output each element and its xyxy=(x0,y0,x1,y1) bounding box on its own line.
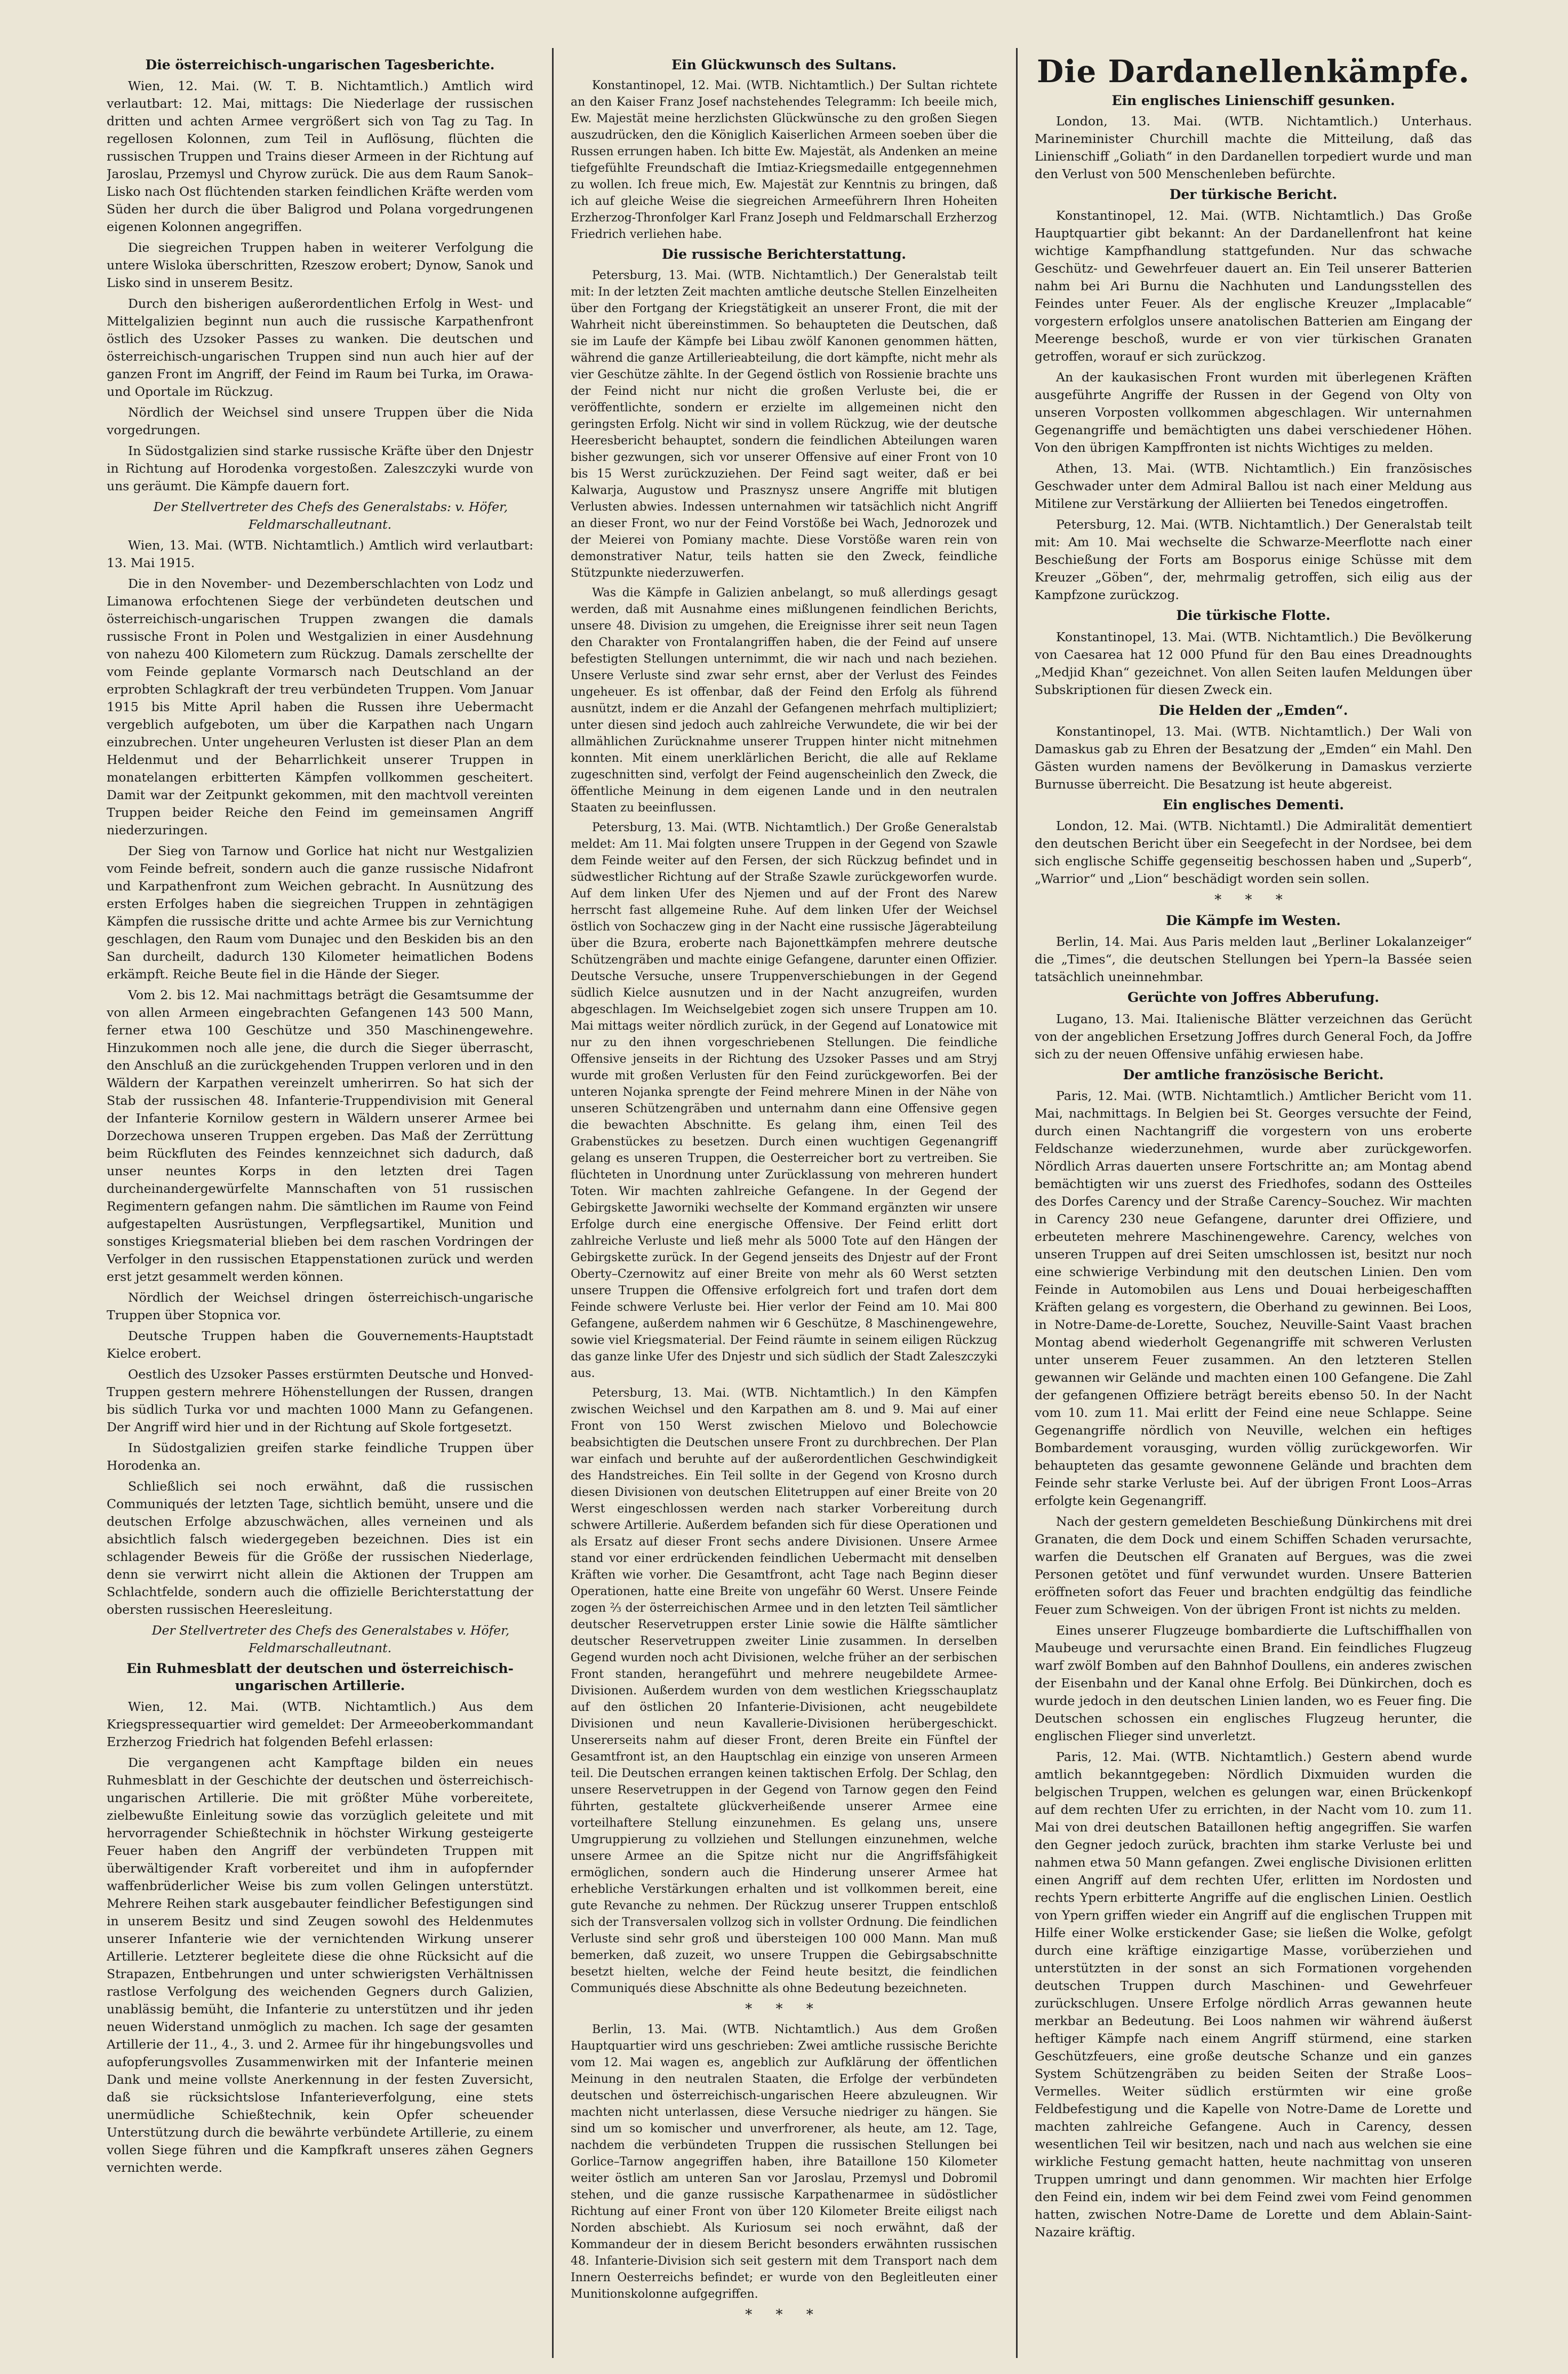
article-paragraph: Der Sieg von Tarnow und Gorlice hat nicht nur Westgalizien vom Feinde befreit, sondern auch die ganze russische Nidafront und Karpathenfront zum Weichen gebracht. In Ausnützung des ersten Erfolges haben die siegreichen Truppen in zehntägigen Kämpfen die russische dritte und achte Armee bis zur Vernichtung geschlagen, den Raum vom Dunajec und den Beskiden bis an den San durcheilt, dadurch 130 Kilometer heimatlichen Bodens erkämpft. Reiche Beute fiel in die Hände der Sieger. xyxy=(107,843,533,982)
article-paragraph: Die vergangenen acht Kampftage bilden ein neues Ruhmesblatt in der Geschichte der deutschen und österreichisch-ungarischen Artillerie. Die mit größter Mühe vorbereitete, zielbewußte Einleitung sowie das vorzüglich geleitete und mit hervorragender Schießtechnik in höchster Wirkung gesteigerte Feuer haben den Angriff der verbündeten Truppen mit überwältigender Kraft vorbereitet und ihm in aufopfernder waffenbrüderlicher Weise bis zum vollen Gelingen unterstützt. Mehrere Reihen stark ausgebauter feindlicher Befestigungen sind in unserem Besitz und sind Zeugen sowohl des Heldenmutes unserer Infanterie wie der vernichtenden Wirkung unserer Artillerie. Letzterer begleitete diese die ohne Rücksicht auf die Strapazen, Entbehrungen und unter schwierigsten Verhältnissen rastlose Verfolgung des weichenden Gegners durch Galizien, unablässig bemüht, die Infanterie zu unterstützen und ihr jeden neuen Widerstand unmöglich zu machen. Ich sage der gesamten Artillerie der 11., 4., 3. und 2. Armee für ihr hingebungsvolles und aufopferungsvolles Zusammenwirken mit der Infanterie meinen Dank und meine vollste Anerkennung in der festen Zuversicht, daß sie rücksichtslose Infanterieverfolgung, eine stets unermüdliche Schießtechnik, kein Opfer scheuender Unterstützung durch die bewährte verbündete Artillerie, zu einem vollen Siege führen und die Kampfkraft unseres zähen Gegners vernichten werde. xyxy=(107,1755,533,2175)
article-paragraph: Schließlich sei noch erwähnt, daß die russischen Communiqués der letzten Tage, sichtlich bemüht, unsere und die deutschen Erfolge abzuschwächen, alles verneinen und als absichtlich falsch wiedergegeben bezeichnen. Dies ist ein schlagender Beweis für die Größe der russischen Niederlage, denn sie verwirrt nicht allein die Aktionen der Truppen am Schlachtfelde, sondern auch die offizielle Berichterstattung der obersten russischen Heeresleitung. xyxy=(107,1479,533,1618)
article-heading: Ein Glückwunsch des Sultans. xyxy=(671,57,897,73)
article-paragraph: Was die Kämpfe in Galizien anbelangt, so muß allerdings gesagt werden, daß mit Ausnahme eines mißlungenen feindlichen Berichts, unsere 48. Division zu umgehen, die Ereignisse ihrer seit neun Tagen den Charakter von Frontalangriffen haben, die der Feind auf unsere befestigten Stellungen unternimmt, die wir nach und nach beziehen. Unsere Verluste sind zwar sehr ernst, aber der Verlust des Feindes ungeheuer. Es ist offenbar, daß der Feind den Erfolg als führend ausnützt, indem er die Anzahl der Gefangenen mehrfach multipliziert; unter diesen sind jedoch auch zahlreiche Verwundete, die wir bei der allmählichen Zurücknahme unserer Truppen hinter nicht mitnehmen konnten. Mit einem unerklärlichen Bericht, die alle auf Reklame zugeschnitten sind, verfolgt der Feind augenscheinlich den Zweck, die öffentliche Meinung in dem eigenen Lande und in den neutralen Staaten zu beeinflussen. xyxy=(571,586,997,815)
article-paragraph: Wien, 12. Mai. (W. T. B. Nichtamtlich.) Amtlich wird verlautbart: 12. Mai, mittags: Die Niederlage der russischen dritten und achten Armee vergrößert sich von Tag zu Tag. In regellosen Kolonnen, zum Teil in Auflösung, flüchten die russischen Truppen und Trains dieser Armeen in der Richtung auf Jaroslau, Przemysl und Chyrow zurück. Die aus dem Raum Sanok–Lisko nach Ost flüchtenden starken feindlichen Kräfte werden vom Süden her durch die über Baligrod und Polana vorgedrungenen eigenen Kolonnen angegriffen. xyxy=(107,78,533,235)
separator-stars: * * * xyxy=(745,2001,823,2017)
subheading: Ein englisches Linienschiff gesunken. xyxy=(1111,93,1395,108)
article-paragraph: Nördlich der Weichsel sind unsere Truppen über die Nida vorgedrungen. xyxy=(107,405,533,438)
article-paragraph: Konstantinopel, 13. Mai. (WTB. Nichtamtlich.) Der Wali von Damaskus gab zu Ehren der Besatzung der „Emden“ ein Mahl. Den Gästen wurden namens der Bevölkerung in Damaskus verzierte Burnusse überreicht. Die Besatzung ist heute abgereist. xyxy=(1035,723,1472,792)
article-heading: Ein englisches Dementi. xyxy=(1162,796,1344,812)
article-paragraph: Nördlich der Weichsel dringen österreichisch-ungarische Truppen über Stopnica vor. xyxy=(107,1290,533,1323)
article-heading: Die türkische Flotte. xyxy=(1176,608,1331,624)
article-paragraph: Durch den bisherigen außerordentlichen Erfolg in West- und Mittelgalizien beginnt nun auch die russische Karpathenfront östlich des Uzsoker Passes zu wanken. Die deutschen und österreichisch-ungarischen Truppen sind nun auch hier auf der ganzen Front im Angriff, der Feind im Raum bei Turka, im Orawa- und Oportale im Rückzug. xyxy=(107,296,533,400)
article-heading: Die Kämpfe im Westen. xyxy=(1165,913,1341,928)
article-paragraph: Konstantinopel, 13. Mai. (WTB. Nichtamtlich.) Die Bevölkerung von Caesarea hat 12 000 Pfund für den Bau eines Dreadnoughts „Medjid Khan“ gezeichnet. Von allen Seiten laufen Meldungen über Subskriptionen für diesen Zweck ein. xyxy=(1035,629,1472,697)
article-paragraph: Lugano, 13. Mai. Italienische Blätter verzeichnen das Gerücht von der angeblichen Ersetzung Joffres durch General Foch, da Joffre sich zu der neuen Offensive unfähig erwiesen habe. xyxy=(1035,1011,1472,1062)
article-paragraph: Konstantinopel, 12. Mai. (WTB. Nichtamtlich.) Der Sultan richtete an den Kaiser Franz Josef nachstehendes Telegramm: Ich beeile mich, Ew. Majestät meine herzlichsten Glückwünsche zu den großen Siegen auszudrücken, den die Königlich Kaiserlichen Armeen soeben über die Russen errungen haben. Ich bitte Ew. Majestät, als Andenken an meine tiefgefühlte Freundschaft die Imtiaz-Kriegsmedaille entgegennehmen zu wollen. Ich freue mich, Ew. Majestät zur Kenntnis zu bringen, daß ich auf gleiche Weise die siegreichen Armeeführern Ihren Hoheiten Erzherzog-Thronfolger Karl Franz Joseph und Feldmarschall Erzherzog Friedrich verliehen habe. xyxy=(571,79,997,242)
signature-line: Der Stellvertreter des Chefs des Generalstabs: v. Höfer, Feldmarschalleutnant. xyxy=(153,499,508,532)
separator-stars: * * * xyxy=(745,2306,823,2323)
article-paragraph: Eines unserer Flugzeuge bombardierte die Luftschiffhallen von Maubeuge und verursachte einen Brand. Ein feindliches Flugzeug warf zwölf Bomben auf den Bahnhof Doullens, ein anderes zwischen der Eisenbahn und der Kanal ohne Erfolg. Bei Dünkirchen, doch es wurde jedoch in den deutschen Linien landen, wo es Feuer fing. Die Deutschen schossen ein englisches Flugzeug herunter, die englischen Flieger sind unverletzt. xyxy=(1035,1622,1472,1743)
article-heading: Die russische Berichterstattung. xyxy=(661,246,907,262)
article-paragraph: Petersburg, 12. Mai. (WTB. Nichtamtlich.) Der Generalstab teilt mit: Am 10. Mai wechselte die Schwarze-Meerflotte nach einer Beschießung der Forts am Bosporus einige Schüsse mit dem Kreuzer „Göben“, der, mehrmalig getroffen, sich eilig aus der Kampfzone zurückzog. xyxy=(1035,517,1472,603)
article-heading: Die österreichisch-ungarischen Tagesberichte. xyxy=(145,57,495,73)
article-paragraph: Wien, 12. Mai. (WTB. Nichtamtlich.) Aus dem Kriegspressequartier wird gemeldet: Der Armeeoberkommandant Erzherzog Friedrich hat folgenden Befehl erlassen: xyxy=(107,1699,533,1749)
article-paragraph: Nach der gestern gemeldeten Beschießung Dünkirchens mit drei Granaten, die dem Dock und einem Schiffen Schaden verursachte, warfen die Deutschen elf Granaten auf Bergues, was die zwei Personen getötet und fünf verwundet wurden. Unsere Batterien eröffneten sofort das Feuer und brachten endgültig das feindliche Feuer zum Schweigen. Von der übrigen Front ist nichts zu melden. xyxy=(1035,1513,1472,1617)
column-right xyxy=(1035,53,1472,2347)
separator-stars: * * * xyxy=(1214,892,1292,908)
article-heading: Der amtliche französische Bericht. xyxy=(1123,1066,1384,1082)
article-paragraph: Petersburg, 13. Mai. (WTB. Nichtamtlich.) Der Generalstab teilt mit: In der letzten Zeit machten amtliche deutsche Stellen Einzelheiten über den Fortgang der Kriegstätigkeit an unserer Front, die mit der Wahrheit nicht übereinstimmen. So behaupteten die Deutschen, daß sie im Laufe der Kämpfe bei Libau zwölf Kanonen genommen hätten, während die ganze Artillerieabteilung, die dort kämpfte, nicht mehr als vier Geschütze zählte. In der Gegend östlich von Rossienie brachte uns der Feind nicht nur nicht die großen Verluste bei, die er veröffentlichte, sondern er erzielte im allgemeinen nicht den geringsten Erfolg. Nicht wir sind in vollem Rückzug, wie der deutsche Heeresbericht behauptet, sondern die feindlichen Abteilungen waren bisher gezwungen, sich vor unserer Offensive auf einer Front von 10 bis 15 Werst zurückzuziehen. Der Feind sagt weiter, daß er bei Kalwarja, Augustow und Prasznysz unsere Angriffe mit blutigen Verlusten abwies. Indessen unternahmen wir tatsächlich nicht Angriff an dieser Front, wo nur der Feind Vorstöße bei Wach, Jednorozek und der Meierei von Pomiany machte. Diese Vorstöße waren rein von demonstrativer Natur, teils hatten sie den Zweck, feindliche Stützpunkte niederzuwerfen. xyxy=(571,268,997,580)
article-paragraph: Paris, 12. Mai. (WTB. Nichtamtlich.) Amtlicher Bericht vom 11. Mai, nachmittags. In Belgien bei St. Georges versuchte der Feind, durch einen Nachtangriff die vorgestern von uns eroberte Feldschanze wiederzunehmen, wurde aber zurückgeworfen. Nördlich Arras dauerten unsere Fortschritte an; am Montag abend bemächtigten wir uns zuerst des Friedhofes, sodann des Ostteiles des Dorfes Carency und der Straße Carency–Souchez. Wir machten in Carency 230 neue Gefangene, darunter drei Offiziere, und erbeuteten mehrere Maschinengewehre. Carency, welches von unseren Truppen auf drei Seiten umschlossen ist, besitzt nur noch eine schwierige Verbindung mit den deutschen Linien. Den vom Feinde in Automobilen aus Lens und Douai herbeigeschafften Kräften gelang es vorgestern, die Oberhand zu gewinnen. Bei Loos, in Notre-Dame-de-Lorette, Souchez, Neuville-Saint Vaast brachen Montag abend wiederholt Gegenangriffe mit schweren Verlusten unter unserem Feuer zusammen. An den letzteren Stellen gewannen wir Gelände und machten einen 100 Gefangene. Die Zahl der gefangenen Offiziere beträgt bereits ebenso 50. In der Nacht vom 10. zum 11. Mai erlitt der Feind eine neue Schlappe. Seine Gegenangriffe nördlich von Neuville, welchen ein heftiges Bombardement vorausging, wurden völlig zurückgeworfen. Wir behaupteten das gesamte gewonnene Gelände und brachten dem Feinde sehr starke Verluste bei. Auf der übrigen Front Loos–Arras erfolgte kein Gegenangriff. xyxy=(1035,1088,1472,1508)
article-paragraph: Berlin, 14. Mai. Aus Paris melden laut „Berliner Lokalanzeiger“ die „Times“, die deutschen Stellungen bei Ypern–la Bassée seien tatsächlich uneinnehmbar. xyxy=(1035,934,1472,985)
article-paragraph: Berlin, 13. Mai. (WTB. Nichtamtlich.) Aus dem Großen Hauptquartier wird uns geschrieben: Zwei amtliche russische Berichte vom 12. Mai wagen es, angeblich zur Aufklärung der öffentlichen Meinung in den neutralen Staaten, die Erfolge der verbündeten deutschen und österreichisch-ungarischen Heere abzuleugnen. Wir machten nicht unterlassen, diese Versuche niedriger zu hängen. Sie sind um so komischer und unverfrorener, als heute, am 12. Tage, nachdem die verbündeten Truppen die russischen Stellungen bei Gorlice–Tarnow angegriffen haben, ihre Bataillone 150 Kilometer weiter östlich am unteren San vor Jaroslau, Przemysl und Dobromil stehen, und die ganze russische Karpathenarmee in südöstlicher Richtung auf einer Front von über 120 Kilometer Breite eiligst nach Norden abschiebt. Als Kuriosum sei noch erwähnt, daß der Kommandeur der in diesem Bericht besonders erwähnten russischen 48. Infanterie-Division sich seit gestern mit dem Transport nach dem Innern Oesterreichs befindet; er wurde von den Begleitleuten einer Munitionskolonne aufgegriffen. xyxy=(571,2022,997,2301)
article-heading: Ein Ruhmesblatt der deutschen und österreichisch-ungarischen Artillerie. xyxy=(126,1661,514,1693)
article-heading: Die Helden der „Emden“. xyxy=(1158,702,1348,718)
article-heading: Gerüchte von Joffres Abberufung. xyxy=(1127,990,1380,1006)
article-paragraph: Paris, 12. Mai. (WTB. Nichtamtlich.) Gestern abend wurde amtlich bekanntgegeben: Nördlich Dixmuiden wurden die belgischen Truppen, welchen es gelungen war, einen Brückenkopf auf dem rechten Ufer zu errichten, in der Nacht vom 10. zum 11. Mai von drei deutschen Bataillonen heftig angegriffen. Sie warfen den Gegner jedoch zurück, brachten ihm starke Verluste bei und nahmen etwa 50 Mann gefangen. Zwei englische Divisionen erlitten einen Angriff auf dem rechten Ufer, erlitten im Nordosten und rechts Ypern erbitterte Angriffe auf die englischen Linien. Oestlich von Ypern griffen wieder ein Angriff auf die englischen Truppen mit Hilfe einer Wolke erstickender Gase; sie ließen die Wolke, gefolgt durch eine kräftige einzigartige Masse, vorüberziehen und unterstützten in der sonst an sich Formationen vorgehenden deutschen Truppen durch Maschinen- und Gewehrfeuer zurückschlugen. Unsere Erfolge nördlich Arras gewannen heute merkbar an Bedeutung. Bei Loos nahmen wir während äußerst heftiger Kämpfe nach einem Angriff stürmend, eine starken Geschützfeuers, eine große deutsche Schanze und ein ganzes System Schützengräben zu beiden Seiten der Straße Loos–Vermelles. Weiter südlich erstürmten wir eine große Feldbefestigung und die Kapelle von Notre-Dame de Lorette und machten zahlreiche Gefangene. Auch in Carency, dessen wesentlichen Teil wir besitzen, nach und nach aus welchen sie eine wirkliche Festung gemacht hatten, heute nachmittag von unseren Truppen umringt und dann genommen. Wir machten hier Erfolge den Feind ein, indem wir bei dem Feind zwei vom Feind genommen hatten, zwischen Notre-Dame de Lorette und dem Ablain-Saint-Nazaire kräftig. xyxy=(1035,1749,1472,2240)
article-paragraph: Deutsche Truppen haben die Gouvernements-Hauptstadt Kielce erobert. xyxy=(107,1328,533,1361)
column-divider xyxy=(552,48,554,2358)
article-paragraph: In Südostgalizien sind starke russische Kräfte über den Dnjestr in Richtung auf Horodenka vorgestoßen. Zaleszczyki wurde von uns geräumt. Die Kämpfe dauern fort. xyxy=(107,443,533,494)
column-divider xyxy=(1016,48,1018,2358)
article-paragraph: An der kaukasischen Front wurden mit überlegenen Kräften ausgeführte Angriffe der Russen in der Gegend von Olty von unseren Vorposten vollkommen abgeschlagen. Wir unternahmen Gegenangriffe und bemächtigten uns dabei verschiedener Höhen. Von den übrigen Kampffronten ist nichts Wichtiges zu melden. xyxy=(1035,370,1472,456)
article-paragraph: Petersburg, 13. Mai. (WTB. Nichtamtlich.) In den Kämpfen zwischen Weichsel und den Karpathen am 8. und 9. Mai auf einer Front von 150 Werst zwischen Mielovo und Bolechowcie beabsichtigten die Deutschen unsere Front zu durchbrechen. Der Plan war einfach und beruhte auf der außerordentlichen Geschwindigkeit des Handstreiches. Ein Teil sollte in der Gegend von Krosno durch diesen Divisionen von deutschen Elitetruppen auf einer Breite von 20 Werst eingeschlossen werden nach starker Vorbereitung durch schwere Artillerie. Außerdem befanden sich für diese Operationen und als Ersatz auf dieser Front sechs andere Divisionen. Unsere Armee stand vor einer erdrückenden feindlichen Uebermacht mit denselben Kräften wie vorher. Die Gesamtfront, acht Tage nach Beginn dieser Operationen, hatte eine Breite von ungefähr 60 Werst. Unsere Feinde zogen ⅔ der österreichischen Armee und in den letzten Teil sämtlicher deutscher Reservetruppen erster Linie sowie die Hälfte sämtlicher deutscher Reservetruppen zweiter Linie zusammen. In derselben Gegend wurden noch acht Divisionen, welche früher an der serbischen Front standen, herangeführt und mehrere neugebildete Armee-Divisionen. Außerdem wurden von dem westlichen Kriegsschauplatz auf den östlichen 20 Infanterie-Divisionen, acht neugebildete Divisionen und neun Kavallerie-Divisionen herübergeschickt. Unsererseits nahm auf dieser Front, deren Breite ein Fünftel der Gesamtfront ist, an den Hauptschlag ein einzige von unseren Armeen teil. Die Deutschen errangen keinen taktischen Erfolg. Der Schlag, den unsere Reservetruppen in der Gegend von Tarnow gegen den Feind führten, gestaltete glückverheißende unserer Armee eine vorteilhaftere Stellung einzunehmen. Es gelang uns, unsere Umgruppierung zu vollziehen und Stellungen einzunehmen, welche unsere Armee an die Spitze nicht nur die Angriffsfähigkeit ermöglichen, sondern auch die Hinderung unserer Armee hat erhebliche Verstärkungen erhalten und ist vollkommen bereit, eine gute Revanche zu nehmen. Der Rückzug unserer Truppen entschloß sich der Transversalen vollzog sich in vollster Ordnung. Die feindlichen Verluste sind sehr groß und übersteigen 100 000 Mann. Man muß bemerken, daß zuzeit, wo unsere Truppen die Gebirgsabschnitte besetzt hielten, welche der Feind heute besitzt, die feindlichen Communiqués diese Abschnitte als ohne Bedeutung bezeichneten. xyxy=(571,1386,997,1995)
article-paragraph: London, 12. Mai. (WTB. Nichtamtl.) Die Admiralität dementiert den deutschen Bericht über ein Seegefecht in der Nordsee, bei dem sich englische Schiffe gegenseitig beschossen haben und „Superb“, „Warrior“ und „Lion“ beschädigt worden sein sollen. xyxy=(1035,818,1472,886)
article-paragraph: In Südostgalizien greifen starke feindliche Truppen über Horodenka an. xyxy=(107,1440,533,1473)
article-paragraph: London, 13. Mai. (WTB. Nichtamtlich.) Unterhaus. Marineminister Churchill machte die Mitteilung, daß das Linienschiff „Goliath“ in den Dardanellen torpediert wurde und man den Verlust von 500 Menschenleben befürchte. xyxy=(1035,114,1472,181)
article-paragraph: Die siegreichen Truppen haben in weiterer Verfolgung die untere Wisloka überschritten, Rzeszow erobert; Dynow, Sanok und Lisko sind in unserem Besitz. xyxy=(107,240,533,291)
article-paragraph: Die in den November- und Dezemberschlachten von Lodz und Limanowa erfochtenen Siege der verbündeten deutschen und österreichisch-ungarischen Truppen zwangen die damals russische Front in Polen und Westgalizien in einer Ausdehnung von nahezu 400 Kilometern zum Rückzug. Damals zerschellte der vom Feinde geplante Vormarsch nach Deutschland an der erprobten Schlagkraft der treu verbündeten Truppen. Vom Januar 1915 bis Mitte April haben die Russen ihre Uebermacht vergeblich aufgeboten, um über die Karpathen nach Ungarn einzubrechen. Unter ungeheuren Verlusten ist dieser Plan an dem Heldenmut und der Beharrlichkeit unserer Truppen in monatelangen erbitterten Kämpfen vollkommen gescheitert. Damit war der Zeitpunkt gekommen, mit den machtvoll vereinten Truppen beider Reiche den Feind im gemeinsamen Angriff niederzuringen. xyxy=(107,576,533,838)
article-paragraph: Athen, 13. Mai. (WTB. Nichtamtlich.) Ein französisches Geschwader unter dem Admiral Ballou ist nach einer Meldung aus Mitilene zur Verstärkung der Alliierten bei Tenedos eingetroffen. xyxy=(1035,461,1472,512)
signature-line: Der Stellvertreter des Chefs des Generalstabes v. Höfer, Feldmarschalleutnant. xyxy=(151,1623,510,1656)
article-paragraph: Petersburg, 13. Mai. (WTB. Nichtamtlich.) Der Große Generalstab meldet: Am 11. Mai folgten unsere Truppen in der Gegend von Szawle dem Feinde weiter auf den Fersen, der sich Rückzug befindet und in südwestlicher Richtung auf der Straße Szawle zurückgeworfen wurde. Auf dem linken Ufer des Njemen und auf der Front des Narew herrscht fast allgemeine Ruhe. Auf dem linken Ufer der Weichsel östlich von Sochaczew ging in der Nacht eine russische Jägerabteilung über die Bzura, eroberte nach Bajonettkämpfen mehrere deutsche Schützengräben und machte einige Gefangene, darunter einen Offizier. Deutsche Versuche, unsere Truppenverschiebungen in der Gegend südlich Kielce ausnutzen und in der Nacht anzugreifen, wurden abgeschlagen. Im Weichselgebiet zogen sich unsere Truppen am 10. Mai mittags weiter nördlich zurück, in der Gegend auf Lonatowice mit nur zu den ihnen vorgeschriebenen Stellungen. Die feindliche Offensive jenseits in der Richtung des Uzsoker Passes und am Stryj wurde mit großen Verlusten für den Feind zurückgeworfen. Bei der unteren Nojanka sprengte der Feind mehrere Minen in der Nähe von unseren Schützengräben und unternahm dann eine Offensive gegen die bewachten Abschnitte. Es gelang ihm, einen Teil des Grabenstückes zu besetzen. Durch einen wuchtigen Gegenangriff gelang es unseren Truppen, die Oesterreicher bort zu vertreiben. Sie flüchteten in Unordnung unter Zurücklassung von mehreren hundert Toten. Wir machten zahlreiche Gefangene. In der Gegend der Gebirgskette Jaworniki wechselte der Kommand ergänzten wir unsere Erfolge durch eine energische Offensive. Der Feind erlitt dort zahlreiche Verluste und ließ mehr als 5000 Tote auf den Hängen der Gebirgskette zurück. In der Gegend jenseits des Dnjestr auf der Front Oberty–Czernowitz auf einer Breite von mehr als 60 Werst setzten unsere Truppen die Offensive erfolgreich fort und trafen dort dem Feinde schwere Verluste bei. Hier verlor der Feind am 10. Mai 800 Gefangene, außerdem nahmen wir 6 Geschütze, 8 Maschinengewehre, sowie viel Kriegsmaterial. Der Feind räumte in seinem eiligen Rückzug das ganze linke Ufer des Dnjestr und sich südlich der Stadt Zaleszczyki aus. xyxy=(571,820,997,1380)
column-middle xyxy=(571,53,997,2347)
section-title: Die Dardanellenkämpfe. xyxy=(1037,53,1470,90)
column-left xyxy=(107,53,533,2347)
article-paragraph: Wien, 13. Mai. (WTB. Nichtamtlich.) Amtlich wird verlautbart: 13. Mai 1915. xyxy=(107,538,533,571)
article-paragraph: Vom 2. bis 12. Mai nachmittags beträgt die Gesamtsumme der von allen Armeen eingebrachten Gefangenen 143 500 Mann, ferner etwa 100 Geschütze und 350 Maschinengewehre. Hinzukommen noch alle jene, die durch die Sieger überrascht, den Anschluß an die zurückgehenden Truppen verloren und in den Wäldern der Karpathen vereinzelt umherirren. So hat sich der Stab der russischen 48. Infanterie-Truppendivision mit General der Infanterie Kornilow gestern in Wäldern unserer Armee bei Dorzechowa unseren Truppen ergeben. Das Maß der Zerrüttung beim Rückfluten des Feindes kennzeichnet sich dadurch, daß unser neuntes Korps in den letzten drei Tagen durcheinandergewürfelte Mannschaften von 51 russischen Regimentern gefangen nahm. Die sämtlichen im Raume von Feind aufgestapelten Ausrüstungen, Verpflegsartikel, Munition und sonstiges Kriegsmaterial blieben bei dem raschen Vordringen der Verfolger in den russischen Etappenstationen zurück und werden erst jetzt gesammelt werden können. xyxy=(107,987,533,1285)
article-heading: Der türkische Bericht. xyxy=(1169,187,1338,202)
article-paragraph: Konstantinopel, 12. Mai. (WTB. Nichtamtlich.) Das Große Hauptquartier gibt bekannt: An der Dardanellenfront hat keine wichtige Kampfhandlung stattgefunden. Nur das schwache Geschütz- und Gewehrfeuer dauert an. Ein Teil unserer Batterien nahm bei Ari Burnu die Nachhuten und Landungsstellen des Feindes unter Feuer. Als der englische Kreuzer „Implacable“ vorgestern erfolglos unsere anatolischen Batterien am Eingang der Meerenge beschoß, wurde er von vier türkischen Granaten getroffen, worauf er sich zurückzog. xyxy=(1035,208,1472,364)
article-paragraph: Oestlich des Uzsoker Passes erstürmten Deutsche und Honved-Truppen gestern mehrere Höhenstellungen der Russen, drangen bis südlich Turka vor und machten 1000 Mann zu Gefangenen. Der Angriff wird hier und in der Richtung auf Skole fortgesetzt. xyxy=(107,1367,533,1435)
